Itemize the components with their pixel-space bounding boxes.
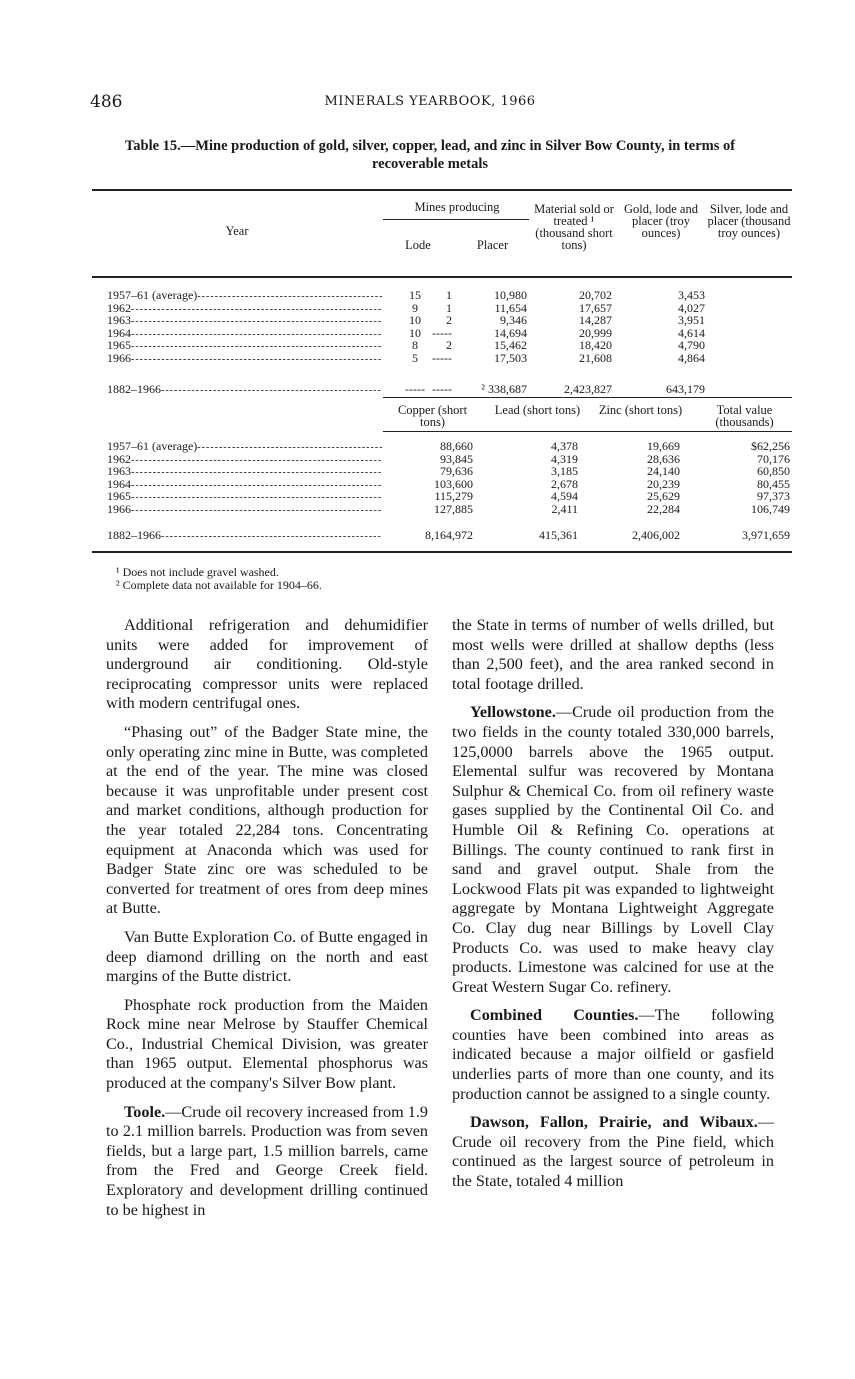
header-placer: Placer	[476, 238, 509, 252]
lead-cell: 415,361	[539, 528, 578, 542]
header-lead: Lead (short tons)	[494, 403, 581, 417]
header-total-value: Total value (thousands)	[715, 403, 774, 429]
lead-cell: 4,594	[551, 489, 578, 504]
material-cell: ² 338,687	[481, 382, 527, 396]
year-cell: 1957–61 (average) -----	[107, 440, 382, 454]
silver-cell: 3,453	[678, 288, 705, 302]
zinc-cell: 25,629	[647, 489, 680, 504]
lead-cell: 4,378	[551, 439, 578, 453]
year-cell: 1964 -----	[107, 478, 382, 492]
year-cell: 1966 -----	[107, 503, 382, 517]
table-row	[107, 352, 792, 365]
paragraph-heading: Yellowstone.	[470, 703, 556, 722]
footnote-2: ² Complete data not available for 1904–66.	[116, 578, 322, 592]
zinc-cell: 28,636	[647, 451, 680, 466]
table-caption: Table 15.—Mine production of gold, silver, copper, lead, and zinc in Silver Bow County, in terms of recoverable metals	[124, 138, 736, 172]
lead-cell: 2,678	[551, 476, 578, 491]
material-cell: 14,694	[494, 325, 527, 340]
paragraph-heading: Toole.	[124, 1102, 166, 1121]
copper-cell: 88,660	[440, 439, 473, 453]
year-cell: 1962 -----	[107, 453, 382, 467]
zinc-cell: 24,140	[647, 464, 680, 479]
paragraph	[106, 1103, 428, 1221]
silver-cell: 4,614	[678, 325, 705, 340]
zinc-cell: 22,284	[647, 502, 680, 516]
placer-cell: 1	[446, 300, 452, 315]
paragraph	[452, 703, 774, 997]
copper-cell: 79,636	[440, 464, 473, 479]
paragraph	[106, 723, 428, 919]
header-mines-producing: Mines producing	[414, 200, 500, 214]
paragraph	[106, 996, 428, 1094]
running-title: MINERALS YEARBOOK, 1966	[324, 94, 536, 109]
placer-cell: 1	[446, 288, 452, 302]
year-cell: 1966 -----	[107, 352, 382, 366]
total-cell: 3,971,659	[742, 528, 790, 542]
header-lode: Lode	[405, 238, 431, 252]
paragraph-text: Van Butte Exploration Co. of Butte engaged in deep diamond drilling on the north and east margins of the Butte district.	[106, 927, 428, 986]
part2-top-rule	[383, 397, 792, 398]
header-rule	[92, 276, 792, 278]
material-cell: 17,503	[494, 351, 527, 365]
copper-cell: 103,600	[434, 476, 473, 491]
gold-cell: 20,999	[579, 325, 612, 340]
table-row	[107, 503, 792, 516]
silver-cell: 643,179	[666, 382, 705, 396]
total-cell: $62,256	[751, 439, 790, 453]
year-cell: 1957–61 (average) -----	[107, 289, 382, 303]
total-cell: 97,373	[757, 489, 790, 504]
header-silver: Silver, lode and placer (thousand troy ounces)	[707, 202, 791, 240]
total-cell: 60,850	[757, 464, 790, 479]
copper-cell: 93,845	[440, 451, 473, 466]
year-cell: 1963 -----	[107, 314, 382, 328]
header-gold: Gold, lode and placer (troy ounces)	[624, 202, 698, 240]
year-cell: 1963 -----	[107, 465, 382, 479]
silver-cell: 4,027	[678, 300, 705, 315]
right-column	[452, 616, 774, 1201]
page-number: 486	[90, 92, 123, 112]
paragraph-text: “Phasing out” of the Badger State mine, the only operating zinc mine in Butte, was completed at the end of the year. The mine was closed because it was unprofitable under present cost and market conditions, although production for the year totaled 22,284 tons. Concentrating equipment at Anaconda which was used for Badger State zinc ore was scheduled to be converted for treatment of ores from deep mines at Butte.	[106, 722, 428, 918]
header-material: Material sold or treated ¹ (thousand short tons)	[534, 202, 614, 252]
total-cell: 106,749	[751, 502, 790, 516]
copper-cell: 8,164,972	[425, 528, 473, 542]
placer-cell: -----	[432, 351, 452, 365]
footnote-1: ¹ Does not include gravel washed.	[116, 565, 279, 579]
header-copper: Copper (short tons)	[397, 403, 468, 429]
placer-cell: 2	[446, 313, 452, 328]
year-cell: 1962 -----	[107, 302, 382, 316]
lode-cell: 5	[412, 351, 418, 365]
paragraph	[452, 1113, 774, 1191]
year-cell: 1965 -----	[107, 339, 382, 353]
lode-cell: 15	[409, 288, 421, 302]
copper-cell: 127,885	[434, 502, 473, 516]
paragraph-text: — Crude oil recovery from the Pine field, which continued as the largest source of petroleum in the State, totaled 4 million	[452, 1113, 774, 1191]
total-cell: 70,176	[757, 451, 790, 466]
table-row	[107, 529, 792, 542]
mines-rule	[383, 219, 529, 220]
header-year: Year	[225, 224, 249, 238]
lead-cell: 2,411	[551, 502, 578, 516]
lode-cell: 8	[412, 338, 418, 353]
gold-cell: 17,657	[579, 300, 612, 315]
paragraph-heading: Dawson, Fallon, Prairie, and Wibaux.	[470, 1113, 758, 1132]
year-cell: 1882–1966 -----	[107, 529, 382, 543]
gold-cell: 18,420	[579, 338, 612, 353]
year-cell: 1964 -----	[107, 327, 382, 341]
paragraph-text: —Crude oil recovery increased from 1.9 to 2.1 million barrels. Production was from seven fields, but a large part, 1.5 million barrels, came from the Fred and George Creek field. Exploratory and development drilling continued to be highest in	[106, 1102, 428, 1219]
material-cell: 9,346	[500, 313, 527, 328]
lead-cell: 3,185	[551, 464, 578, 479]
total-cell: 80,455	[757, 476, 790, 491]
paragraph-heading: Combined Counties.	[470, 1006, 639, 1025]
part2-header-rule	[383, 431, 792, 432]
placer-cell: -----	[432, 325, 452, 340]
placer-cell: 2	[446, 338, 452, 353]
zinc-cell: 19,669	[647, 439, 680, 453]
placer-cell: -----	[432, 382, 452, 396]
paragraph-text: —Crude oil production from the two fields in the county totaled 330,000 barrels, 125,0000 barrels above the 1965 output. Elemental sulfur was recovered by Montana Sulphur & Chemical Co. from oil refinery waste gases supplied by the Continental Oil Co. and Humble Oil & Refining Co. operations at Billings. The county continued to rank first in sand and gravel output. Shale from the Lockwood Flats pit was expanded to lightweight aggregate by Montana Lightweight Aggregate Co. Clay dug near Billings by Lovell Clay Products Co. was used to make heavy clay products. Limestone was calcined for use at the Great Western Sugar Co. refinery.	[452, 703, 774, 996]
year-cell: 1965 -----	[107, 490, 382, 504]
table-row	[107, 383, 792, 396]
gold-cell: 2,423,827	[564, 382, 612, 396]
silver-cell: 3,951	[678, 313, 705, 328]
table-top-rule	[92, 189, 792, 191]
paragraph	[106, 616, 428, 714]
paragraph-text: Phosphate rock production from the Maiden Rock mine near Melrose by Stauffer Chemical Co., Industrial Chemical Division, was greater than 1965 output. Elemental phosphorus was produced at the company's Silver Bow plant.	[106, 995, 428, 1093]
paragraph	[106, 928, 428, 987]
material-cell: 10,980	[494, 288, 527, 302]
gold-cell: 14,287	[579, 313, 612, 328]
paragraph	[452, 1006, 774, 1104]
gold-cell: 21,608	[579, 351, 612, 365]
material-cell: 11,654	[494, 300, 527, 315]
silver-cell: 4,790	[678, 338, 705, 353]
lode-cell: 10	[409, 313, 421, 328]
table-bottom-rule	[92, 551, 792, 553]
left-column	[106, 616, 428, 1229]
zinc-cell: 2,406,002	[632, 528, 680, 542]
paragraph: the State in terms of number of wells drilled, but most wells were drilled at shallow depths (less than 2,500 feet), and the area ranked second in total footage drilled.	[452, 616, 774, 693]
paragraph-text: —The following counties have been combined into areas as indicated because a major oilfield or gasfield underlies parts of more than one county, and its production cannot be assigned to a single county.	[452, 1006, 774, 1103]
year-cell: 1882–1966 -----	[107, 383, 382, 397]
silver-cell: 4,864	[678, 351, 705, 365]
lead-cell: 4,319	[551, 451, 578, 466]
lode-cell: -----	[405, 382, 425, 396]
paragraph-text: Additional refrigeration and dehumidifier units were added for improvement of underground air conditioning. Old-style reciprocating compressor units were replaced with modern centrifugal ones.	[106, 616, 428, 713]
header-zinc: Zinc (short tons)	[598, 403, 683, 417]
lode-cell: 10	[409, 325, 421, 340]
lode-cell: 9	[412, 300, 418, 315]
gold-cell: 20,702	[579, 288, 612, 302]
material-cell: 15,462	[494, 338, 527, 353]
zinc-cell: 20,239	[647, 476, 680, 491]
copper-cell: 115,279	[434, 489, 473, 504]
